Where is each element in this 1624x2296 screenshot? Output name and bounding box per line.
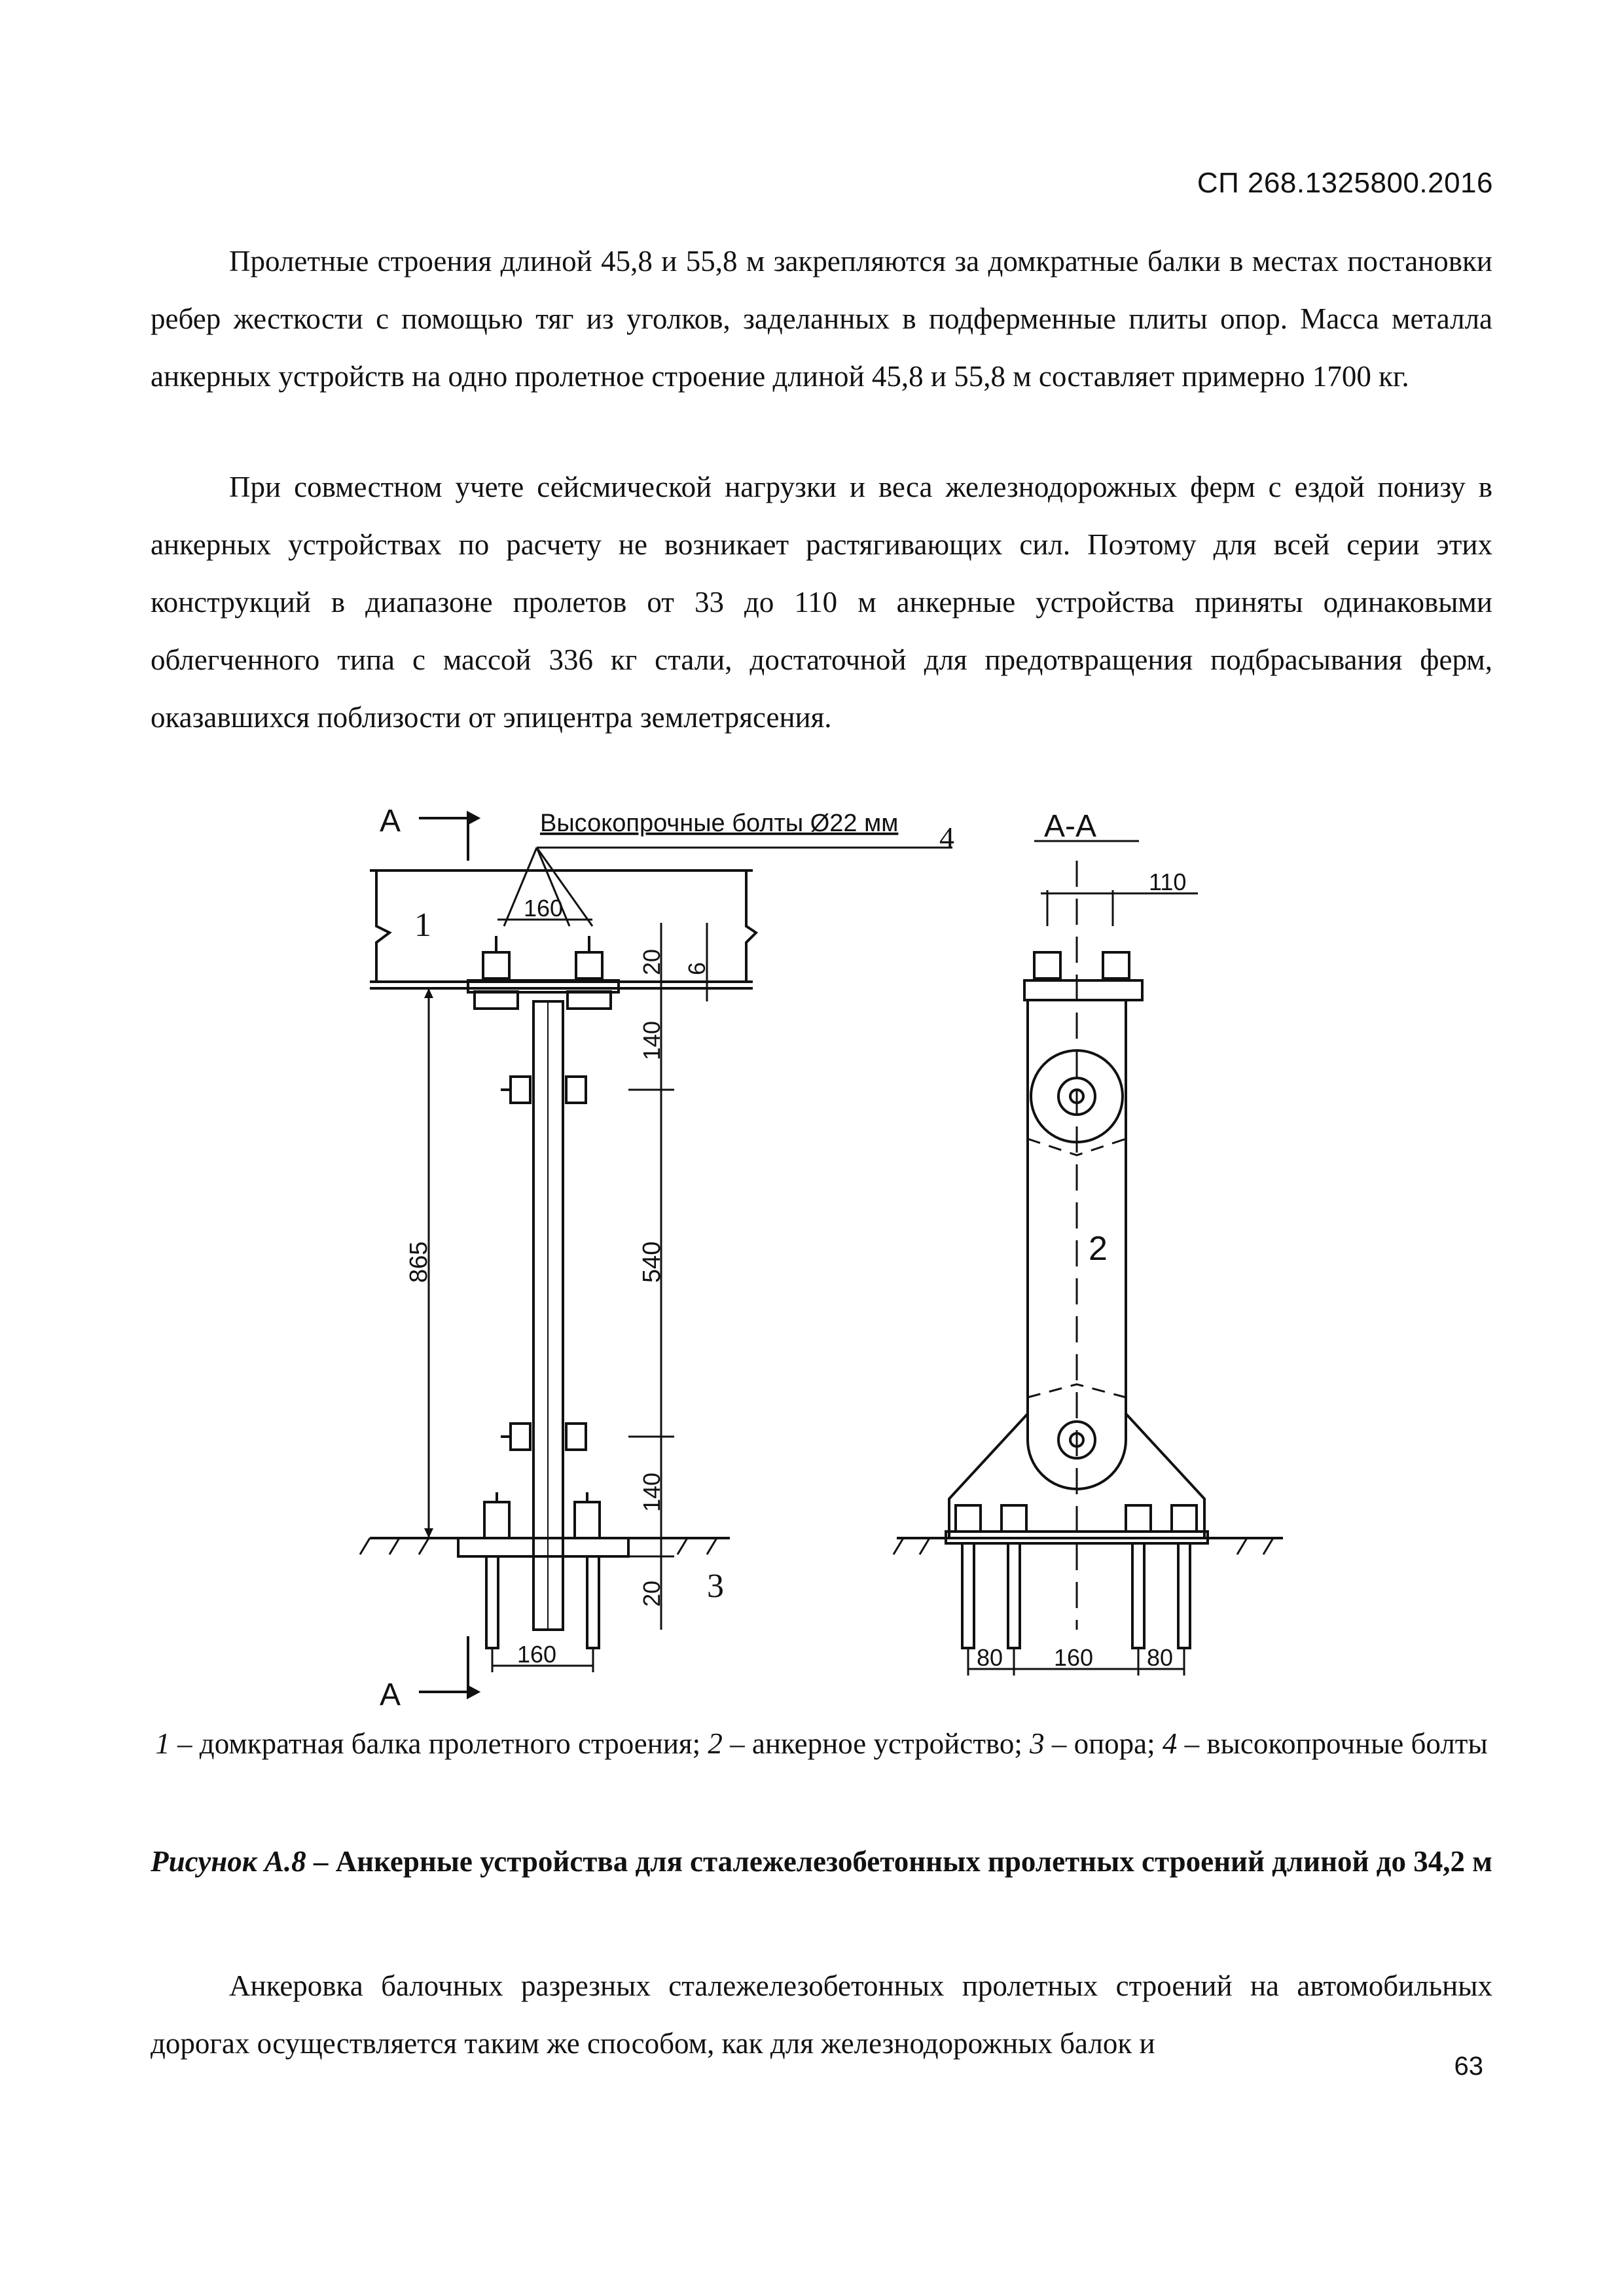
section-title: A-A: [1044, 809, 1097, 844]
paragraph: Анкеровка балочных разрезных сталежелезобетонных пролетных строений на автомобильных дорогах осуществляется таким же способом, как для железнодорожных балок и: [151, 1969, 1492, 2060]
dim-6: 6: [683, 961, 710, 975]
paragraph: При совместном учете сейсмической нагрузки и веса железнодорожных ферм с ездой понизу в анкерных устройствах по расчету не возникает растягивающих сил. Поэтому для всей серии этих конструкций в диапазоне пролетов от 33 до 110 м анкерные устройства приняты одинаковыми облегченного типа с массой 336 кг стали, достаточной для предотвращения подбрасывания ферм, оказавшихся поблизости от эпицентра землетрясения.: [151, 471, 1492, 734]
figure-number: Рисунок А.8: [151, 1845, 306, 1878]
figure-legend: [151, 1715, 1492, 1772]
dim-80-right: 80: [1147, 1644, 1174, 1671]
legend-number: 1: [155, 1727, 170, 1760]
dim-20-bottom: 20: [638, 1580, 665, 1607]
paragraph: Пролетные строения длиной 45,8 и 55,8 м закрепляются за домкратные балки в местах постановки ребер жесткости с помощью тяг из уголков, заделанных в подферменные плиты опор. Масса металла анкерных устройств на одно пролетное строение длиной 45,8 и 55,8 м составляет примерно 1700 кг.: [151, 245, 1492, 393]
dim-80-left: 80: [977, 1644, 1003, 1671]
dim-140-top: 140: [638, 1020, 665, 1060]
drawing-svg: [0, 785, 1624, 1734]
dim-865: 865: [405, 1241, 433, 1283]
dim-160-bottom: 160: [517, 1641, 557, 1668]
figure-caption: [151, 1833, 1492, 1890]
legend-number: 4: [1162, 1727, 1178, 1760]
bolts-label: Высокопрочные болты Ø22 мм: [540, 810, 899, 837]
section-label-bottom: A: [380, 1677, 401, 1712]
page-number: 63: [1454, 2052, 1483, 2081]
dim-20-top: 20: [638, 948, 665, 975]
legend-text: – высокопрочные болты: [1177, 1727, 1488, 1760]
dim-540: 540: [638, 1241, 666, 1283]
legend-number: 3: [1030, 1727, 1045, 1760]
dim-160-top: 160: [524, 895, 564, 922]
technical-drawing: [0, 785, 1624, 1734]
callout-4: 4: [939, 821, 954, 854]
legend-number: 2: [708, 1727, 723, 1760]
section-label-top: A: [380, 804, 401, 838]
callout-3: 3: [707, 1568, 724, 1605]
legend-text: – опора;: [1044, 1727, 1163, 1760]
callout-1: 1: [414, 906, 431, 944]
dim-140-bottom: 140: [638, 1472, 665, 1512]
dim-160-right: 160: [1054, 1644, 1094, 1671]
legend-text: – домкратная балка пролетного строения;: [170, 1727, 708, 1760]
callout-2: 2: [1089, 1230, 1108, 1268]
legend-text: – анкерное устройство;: [722, 1727, 1030, 1760]
document-code: СП 268.1325800.2016: [1197, 167, 1493, 199]
figure-title: – Анкерные устройства для сталежелезобетонных пролетных строений длиной до 34,2 м: [306, 1845, 1492, 1878]
dim-110: 110: [1149, 869, 1187, 895]
